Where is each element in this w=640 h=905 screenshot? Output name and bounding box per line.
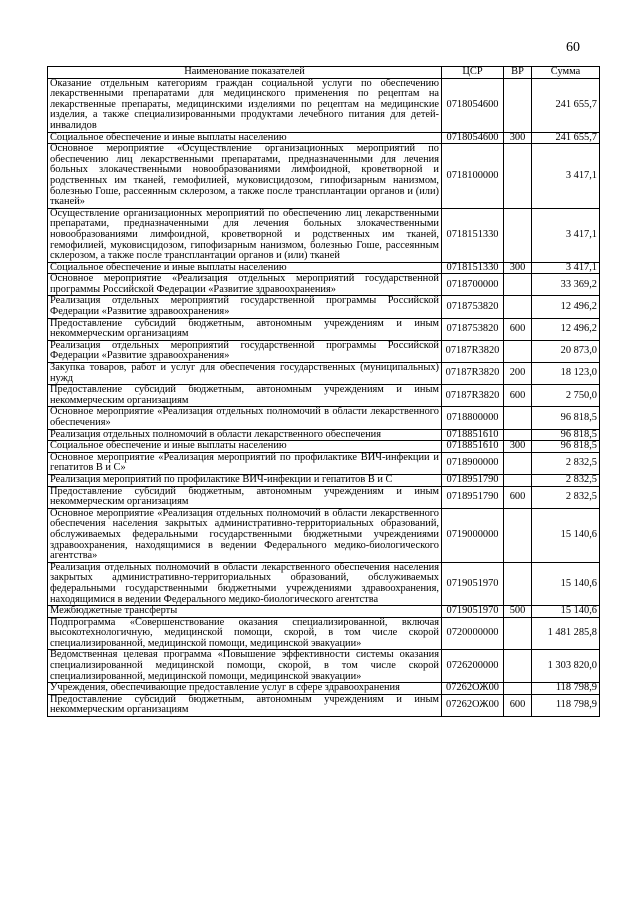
header-vr: ВР	[504, 67, 532, 79]
cell-sum: 1 481 285,8	[532, 617, 600, 650]
cell-csr: 0718753820	[442, 318, 504, 340]
cell-csr: 0719000000	[442, 508, 504, 562]
cell-vr	[504, 650, 532, 683]
table-row	[48, 78, 600, 132]
cell-vr	[504, 683, 532, 695]
cell-csr: 0719051970	[442, 562, 504, 605]
cell-name: Реализация мероприятий по профилактике ВИЧ-инфекции и гепатитов В и С	[48, 474, 442, 486]
cell-sum: 96 818,5	[532, 429, 600, 441]
cell-sum: 15 140,6	[532, 606, 600, 618]
cell-vr	[504, 617, 532, 650]
table-row	[48, 262, 600, 274]
header-name: Наименование показателей	[48, 67, 442, 79]
cell-sum: 3 417,1	[532, 144, 600, 209]
table-row	[48, 340, 600, 362]
table-row	[48, 694, 600, 716]
cell-name: Реализация отдельных полномочий в области лекарственного обеспечения населения закрытых административно-территориальных образований, обслуживаемых федеральными государственными бюджетными учреждениями здравоохранения, находящимися в ведении Федерального медико-биологического агентства	[48, 562, 442, 605]
cell-name: Реализация отдельных мероприятий государственной программы Российской Федерации «Развитие здравоохранения»	[48, 340, 442, 362]
cell-vr	[504, 274, 532, 296]
cell-sum: 241 655,7	[532, 132, 600, 144]
cell-csr: 0718800000	[442, 407, 504, 429]
cell-vr	[504, 407, 532, 429]
cell-csr: 07262ОЖ00	[442, 694, 504, 716]
cell-sum: 2 832,5	[532, 474, 600, 486]
cell-csr: 0718951790	[442, 474, 504, 486]
cell-vr	[504, 208, 532, 262]
cell-name: Основное мероприятие «Реализация отдельных полномочий в области лекарственного обеспечения населения закрытых административно-территориальных образований, обслуживаемых федеральными государственными бюджетными учреждениями здравоохранения, находящимися в ведении Федерального медико-биологического агентства»	[48, 508, 442, 562]
cell-name: Учреждения, обеспечивающие предоставление услуг в сфере здравоохранения	[48, 683, 442, 695]
table-row	[48, 318, 600, 340]
cell-vr	[504, 474, 532, 486]
table-row	[48, 441, 600, 453]
table-row	[48, 385, 600, 407]
cell-sum: 2 832,5	[532, 486, 600, 508]
table-row	[48, 296, 600, 318]
cell-csr: 0718851610	[442, 429, 504, 441]
table-row	[48, 407, 600, 429]
table-row	[48, 562, 600, 605]
cell-csr: 0718151330	[442, 262, 504, 274]
table-row	[48, 617, 600, 650]
cell-vr: 300	[504, 262, 532, 274]
cell-name: Закупка товаров, работ и услуг для обеспечения государственных (муниципальных) нужд	[48, 363, 442, 385]
table-header-row	[48, 67, 600, 79]
header-sum: Сумма	[532, 67, 600, 79]
cell-csr: 0718851610	[442, 441, 504, 453]
table-row	[48, 274, 600, 296]
cell-sum: 20 873,0	[532, 340, 600, 362]
cell-csr: 0718151330	[442, 208, 504, 262]
cell-name: Предоставление субсидий бюджетным, автономным учреждениям и иным некоммерческим организациям	[48, 694, 442, 716]
page-number: 60	[566, 40, 580, 55]
cell-csr: 0718100000	[442, 144, 504, 209]
cell-csr: 07262ОЖ00	[442, 683, 504, 695]
cell-vr	[504, 452, 532, 474]
table-row	[48, 474, 600, 486]
cell-vr	[504, 78, 532, 132]
cell-name: Социальное обеспечение и иные выплаты населению	[48, 441, 442, 453]
cell-csr: 0719051970	[442, 606, 504, 618]
header-csr: ЦСР	[442, 67, 504, 79]
cell-vr: 300	[504, 441, 532, 453]
cell-sum: 15 140,6	[532, 562, 600, 605]
cell-sum: 118 798,9	[532, 683, 600, 695]
cell-name: Основное мероприятие «Реализация отдельных мероприятий государственной программы Российской Федерации «Развитие здравоохранения»	[48, 274, 442, 296]
table-row	[48, 650, 600, 683]
cell-csr: 07187R3820	[442, 363, 504, 385]
cell-sum: 2 832,5	[532, 452, 600, 474]
cell-vr	[504, 340, 532, 362]
cell-sum: 3 417,1	[532, 262, 600, 274]
cell-csr: 0718753820	[442, 296, 504, 318]
cell-name: Реализация отдельных полномочий в области лекарственного обеспечения	[48, 429, 442, 441]
cell-name: Межбюджетные трансферты	[48, 606, 442, 618]
cell-vr: 500	[504, 606, 532, 618]
table-row	[48, 208, 600, 262]
cell-csr: 07187R3820	[442, 385, 504, 407]
cell-name: Оказание отдельным категориям граждан социальной услуги по обеспечению лекарственными препаратами для медицинского применения по рецептам на лекарственные препараты, медицинскими изделиями по рецептам на медицинские изделия, а также специализированными продуктами лечебного питания для детей-инвалидов	[48, 78, 442, 132]
cell-sum: 12 496,2	[532, 296, 600, 318]
table-row	[48, 132, 600, 144]
cell-name: Основное мероприятие «Реализация отдельных полномочий в области лекарственного обеспечения»	[48, 407, 442, 429]
cell-name: Подпрограмма «Совершенствование оказания специализированной, включая высокотехнологичную, медицинской помощи, скорой, в том числе скорой специализированной, медицинской помощи, медицинской эвакуации»	[48, 617, 442, 650]
cell-vr	[504, 562, 532, 605]
cell-name: Реализация отдельных мероприятий государственной программы Российской Федерации «Развитие здравоохранения»	[48, 296, 442, 318]
cell-csr: 0718900000	[442, 452, 504, 474]
table-row	[48, 452, 600, 474]
table-row	[48, 144, 600, 209]
cell-name: Осуществление организационных мероприятий по обеспечению лиц лекарственными препаратами, предназначенными для лечения больных злокачественными новообразованиями лимфоидной, кроветворной и родственных им тканей, гемофилией, муковисцидозом, гипофизарным нанизмом, болезнью Гоше, рассеянным склерозом, а также после трансплантации органов и (или) тканей	[48, 208, 442, 262]
cell-vr	[504, 429, 532, 441]
cell-sum: 33 369,2	[532, 274, 600, 296]
cell-csr: 0718054600	[442, 132, 504, 144]
table-row	[48, 363, 600, 385]
cell-vr	[504, 144, 532, 209]
cell-vr: 600	[504, 694, 532, 716]
cell-name: Социальное обеспечение и иные выплаты населению	[48, 262, 442, 274]
cell-name: Основное мероприятие «Осуществление организационных мероприятий по обеспечению лиц лекарственными препаратами, предназначенными для лечения больных злокачественными новообразованиями лимфоидной, кроветворной и родственных им тканей, гемофилией, муковисцидозом, гипофизарным нанизмом, болезнью Гоше, рассеянным склерозом, а также после трансплантации органов и (или) тканей»	[48, 144, 442, 209]
budget-table	[47, 66, 600, 717]
cell-sum: 1 303 820,0	[532, 650, 600, 683]
cell-vr: 200	[504, 363, 532, 385]
cell-name: Предоставление субсидий бюджетным, автономным учреждениям и иным некоммерческим организациям	[48, 486, 442, 508]
cell-sum: 18 123,0	[532, 363, 600, 385]
cell-csr: 0718700000	[442, 274, 504, 296]
cell-sum: 15 140,6	[532, 508, 600, 562]
cell-csr: 0726200000	[442, 650, 504, 683]
cell-vr: 300	[504, 132, 532, 144]
table-row	[48, 486, 600, 508]
cell-vr: 600	[504, 385, 532, 407]
cell-sum: 241 655,7	[532, 78, 600, 132]
cell-name: Предоставление субсидий бюджетным, автономным учреждениям и иным некоммерческим организациям	[48, 385, 442, 407]
table-row	[48, 429, 600, 441]
cell-sum: 96 818,5	[532, 407, 600, 429]
table-row	[48, 683, 600, 695]
cell-vr: 600	[504, 318, 532, 340]
cell-vr	[504, 296, 532, 318]
cell-name: Предоставление субсидий бюджетным, автономным учреждениям и иным некоммерческим организациям	[48, 318, 442, 340]
table-row	[48, 508, 600, 562]
cell-csr: 0718054600	[442, 78, 504, 132]
cell-sum: 12 496,2	[532, 318, 600, 340]
cell-csr: 0718951790	[442, 486, 504, 508]
cell-vr	[504, 508, 532, 562]
cell-name: Основное мероприятие «Реализация мероприятий по профилактике ВИЧ-инфекции и гепатитов В и С»	[48, 452, 442, 474]
cell-csr: 07187R3820	[442, 340, 504, 362]
cell-sum: 3 417,1	[532, 208, 600, 262]
cell-sum: 118 798,9	[532, 694, 600, 716]
cell-sum: 96 818,5	[532, 441, 600, 453]
cell-name: Ведомственная целевая программа «Повышение эффективности системы оказания специализированной медицинской помощи, скорой, в том числе скорой специализированной, медицинской помощи, медицинской эвакуации»	[48, 650, 442, 683]
cell-csr: 0720000000	[442, 617, 504, 650]
table-row	[48, 606, 600, 618]
cell-sum: 2 750,0	[532, 385, 600, 407]
cell-name: Социальное обеспечение и иные выплаты населению	[48, 132, 442, 144]
cell-vr: 600	[504, 486, 532, 508]
